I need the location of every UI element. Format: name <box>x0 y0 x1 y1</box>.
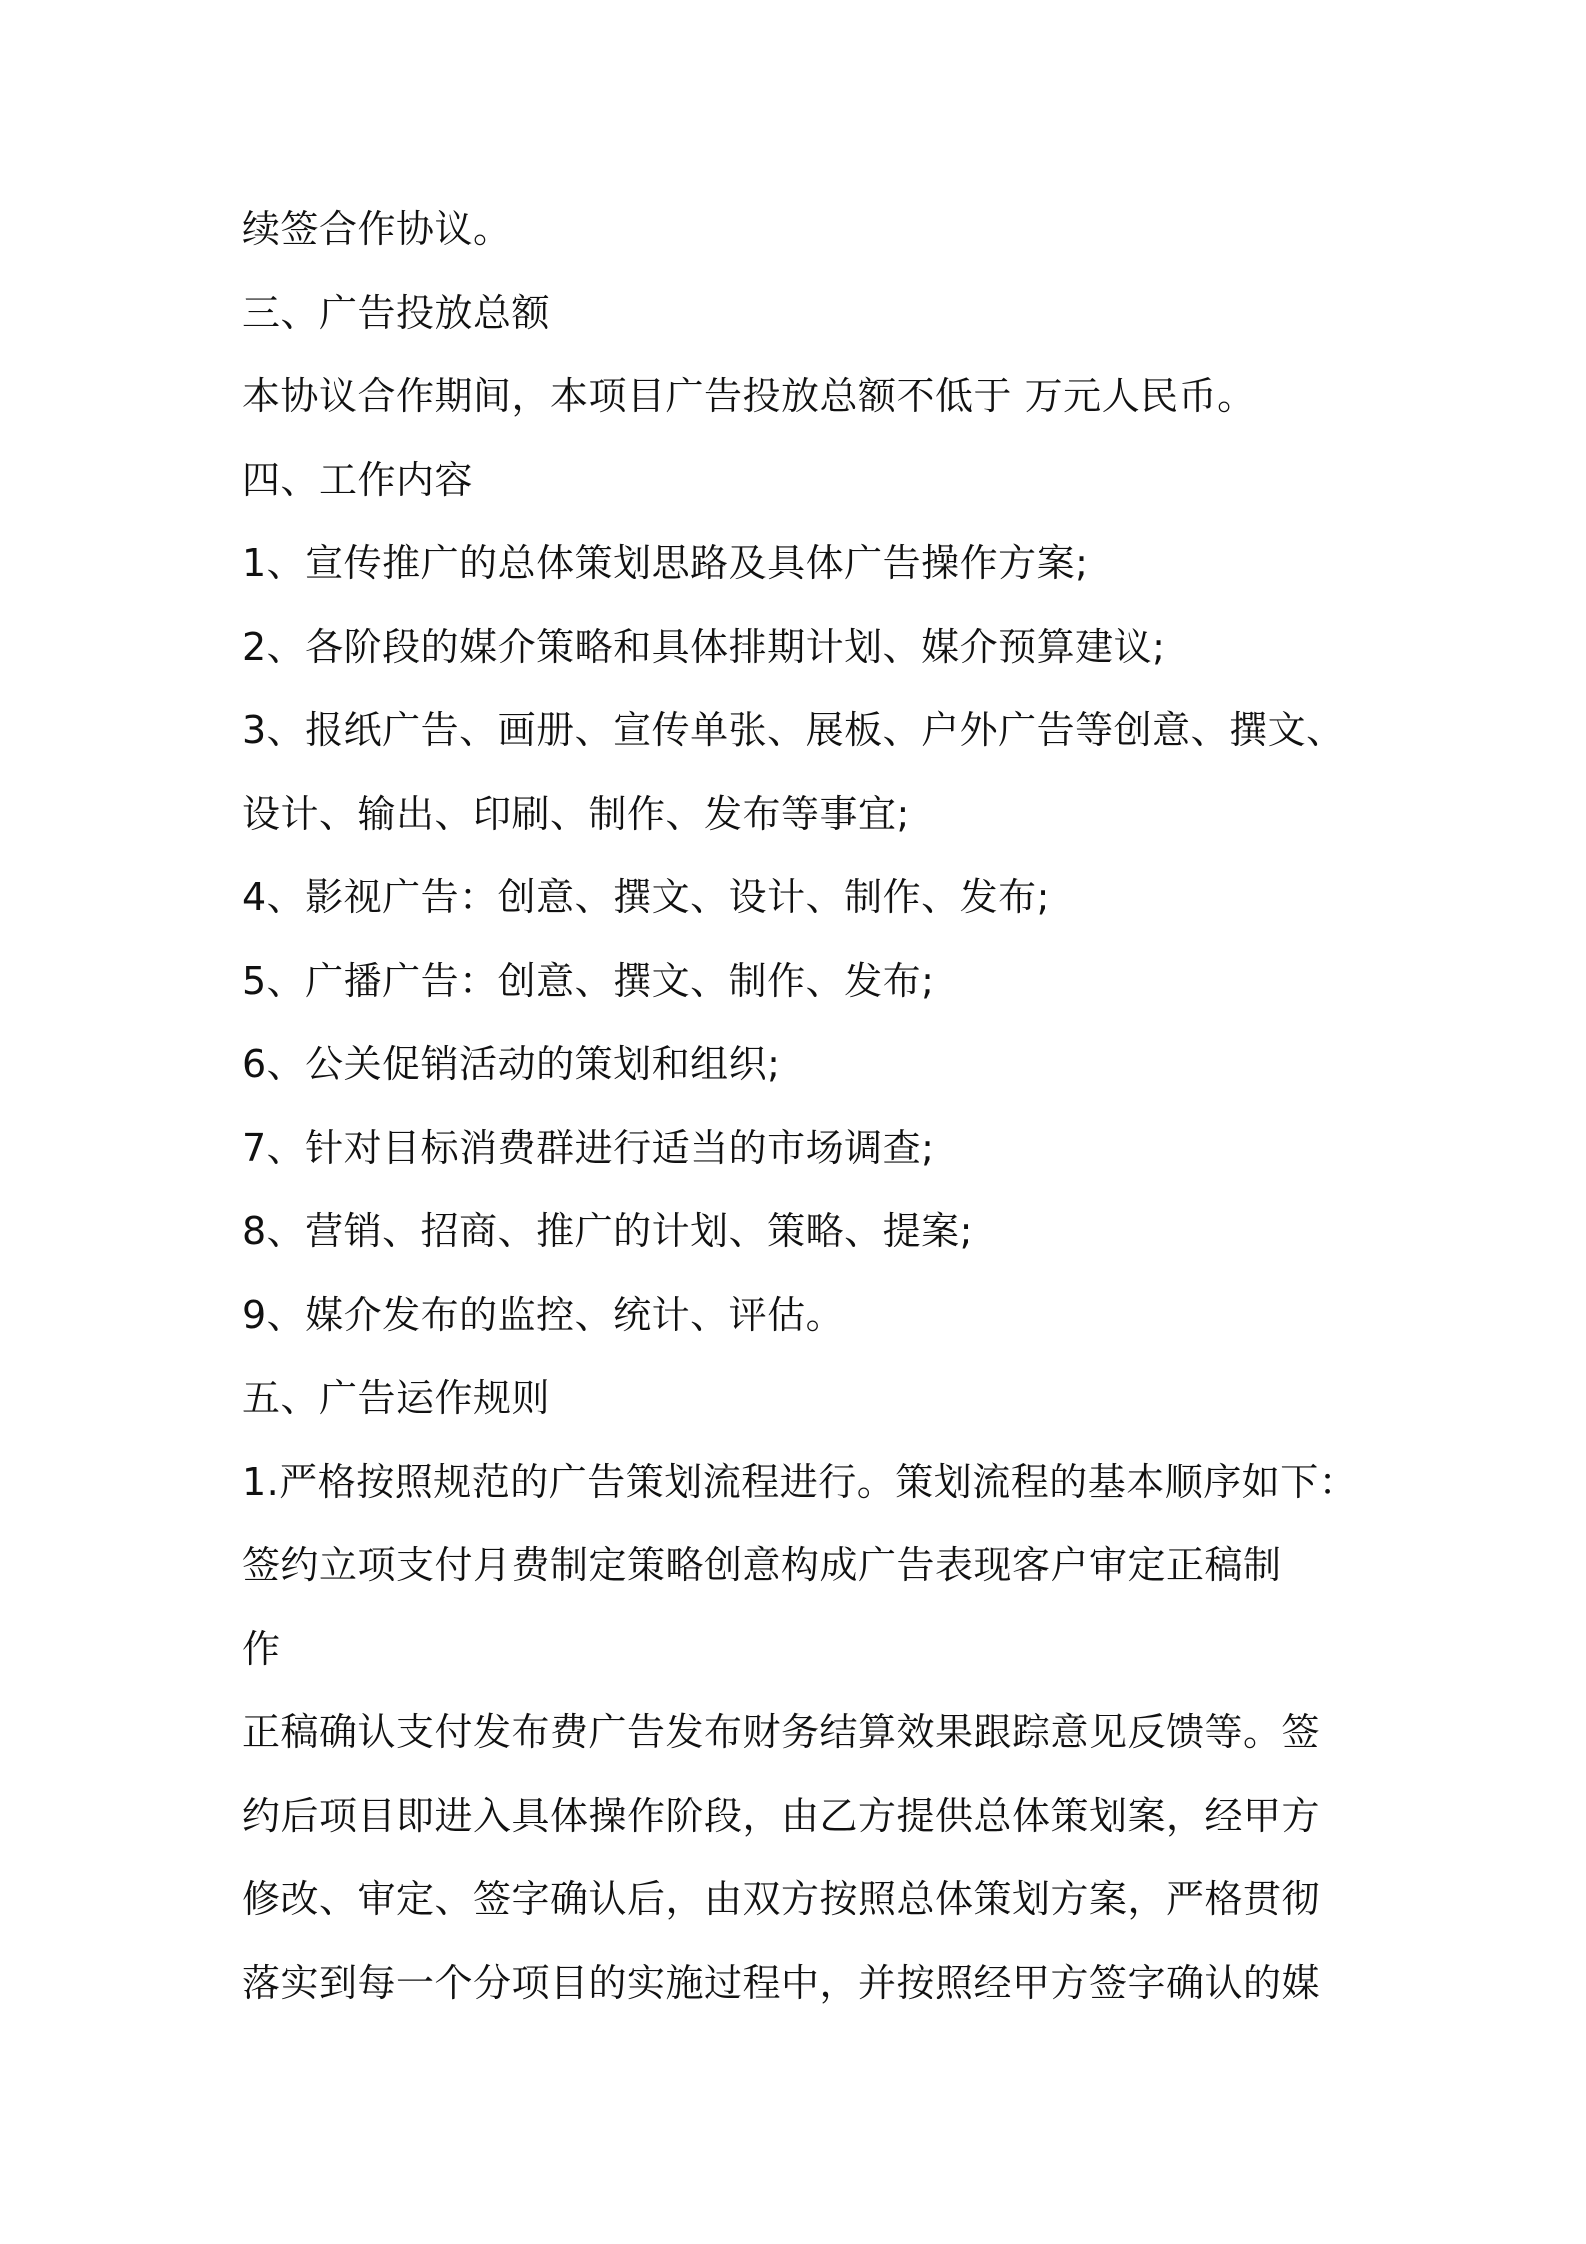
list-item: 4、影视广告：创意、撰文、设计、制作、发布; <box>242 875 1050 919</box>
section-heading: 三、广告投放总额 <box>242 290 551 335</box>
text-line: 1.严格按照规范的广告策划流程进行。策划流程的基本顺序如下： <box>242 1459 1358 1504</box>
text-line: 签约立项支付月费制定策略创意构成广告表现客户审定正稿制 <box>242 1543 1282 1587</box>
list-item: 5、广播广告：创意、撰文、制作、发布; <box>242 958 935 1003</box>
section-heading: 五、广告运作规则 <box>242 1376 551 1420</box>
list-item-continuation: 设计、输出、印刷、制作、发布等事宜; <box>242 791 910 836</box>
text-line: 约后项目即进入具体操作阶段，由乙方提供总体策划案，经甲方 <box>242 1793 1321 1838</box>
list-item: 7、针对目标消费群进行适当的市场调查; <box>242 1125 935 1170</box>
list-item: 6、公关促销活动的策划和组织; <box>242 1042 781 1086</box>
list-item: 2、各阶段的媒介策略和具体排期计划、媒介预算建议; <box>242 624 1166 669</box>
list-item: 8、营销、招商、推广的计划、策略、提案; <box>242 1209 973 1253</box>
text-line: 正稿确认支付发布费广告发布财务结算效果跟踪意见反馈等。签 <box>242 1710 1321 1754</box>
text-line: 续签合作协议。 <box>242 207 512 251</box>
text-line: 本协议合作期间，本项目广告投放总额不低于 万元人民币。 <box>242 374 1256 418</box>
list-item: 9、媒介发布的监控、统计、评估。 <box>242 1292 845 1337</box>
list-item: 1、宣传推广的总体策划思路及具体广告操作方案; <box>242 541 1089 585</box>
document-body <box>242 188 1382 2025</box>
section-heading: 四、工作内容 <box>242 457 474 502</box>
text-line: 作 <box>242 1626 281 1671</box>
list-item: 3、报纸广告、画册、宣传单张、展板、户外广告等创意、撰文、 <box>242 708 1345 752</box>
text-line: 落实到每一个分项目的实施过程中，并按照经甲方签字确认的媒 <box>242 1960 1321 2005</box>
text-line: 修改、审定、签字确认后，由双方按照总体策划方案，严格贯彻 <box>242 1877 1321 1921</box>
